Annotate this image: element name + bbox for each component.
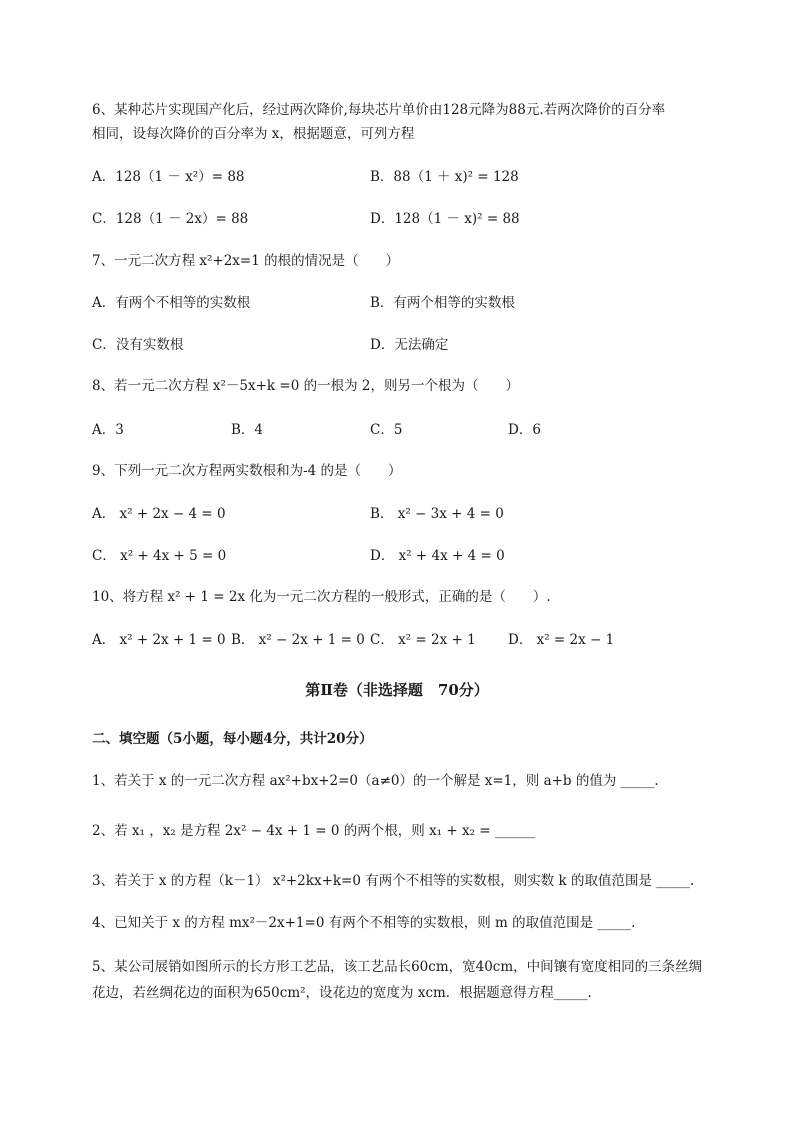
question-8-option-b: B．4	[231, 422, 264, 438]
question-10-stem: 10、将方程 x² + 1 = 2x 化为一元二次方程的一般形式，正确的是（ ）.	[92, 589, 551, 605]
question-10-option-d: D． x² = 2x − 1	[508, 632, 615, 648]
question-7-option-d: D．无法确定	[370, 337, 449, 353]
section-2-title: 第Ⅱ卷（非选择题 70分）	[305, 681, 489, 699]
question-6-option-d: D．128（1 － x)² = 88	[370, 211, 520, 227]
question-7-stem: 7、一元二次方程 x²+2x=1 的根的情况是（ ）	[92, 253, 400, 269]
question-6-option-a: A．128（1 － x²）= 88	[92, 169, 245, 185]
fill-question-2: 2、若 x₁ ，x₂ 是方程 2x² − 4x + 1 = 0 的两个根，则 x₁ + x₂ = ______	[92, 823, 536, 839]
question-8-option-c: C．5	[370, 422, 403, 438]
question-10-option-a: A． x² + 2x + 1 = 0	[92, 632, 226, 648]
question-9-option-a: A． x² + 2x − 4 = 0	[92, 506, 226, 522]
question-9-stem: 9、下列一元二次方程两实数根和为-4 的是（ ）	[92, 463, 402, 479]
fill-question-5-line-1: 5、某公司展销如图所示的长方形工艺品，该工艺品长60cm，宽40cm，中间镶有宽度相同的三条丝绸	[92, 959, 703, 975]
question-8-option-a: A．3	[92, 422, 124, 438]
question-9-option-b: B． x² − 3x + 4 = 0	[370, 506, 504, 522]
question-9-option-c: C． x² + 4x + 5 = 0	[92, 548, 227, 564]
question-8-option-d: D．6	[508, 422, 541, 438]
question-6-line-2: 相同，设每次降价的百分率为 x，根据题意，可列方程	[92, 126, 415, 142]
fill-question-5-line-2: 花边，若丝绸花边的面积为650cm²，设花边的宽度为 xcm．根据题意得方程_____.	[92, 985, 592, 1001]
question-10-option-c: C． x² = 2x + 1	[370, 632, 476, 648]
question-7-option-c: C．没有实数根	[92, 337, 184, 353]
fill-question-3: 3、若关于 x 的方程（k－1） x²+2kx+k=0 有两个不相等的实数根，则实数 k 的取值范围是 _____.	[92, 873, 695, 889]
fill-blank-heading: 二、填空题（5小题，每小题4分，共计20分）	[92, 731, 373, 747]
question-7-option-a: A．有两个不相等的实数根	[92, 295, 251, 311]
question-8-stem: 8、若一元二次方程 x²－5x+k =0 的一根为 2，则另一个根为（ ）	[92, 378, 519, 394]
question-7-option-b: B．有两个相等的实数根	[370, 295, 515, 311]
fill-question-1: 1、若关于 x 的一元二次方程 ax²+bx+2=0（a≠0）的一个解是 x=1，则 a+b 的值为 _____.	[92, 773, 659, 789]
question-6-option-b: B．88（1 ＋ x)² = 128	[370, 169, 519, 185]
question-10-option-b: B． x² − 2x + 1 = 0	[231, 632, 365, 648]
question-9-option-d: D． x² + 4x + 4 = 0	[370, 548, 505, 564]
question-6-line-1: 6、某种芯片实现国产化后，经过两次降价,每块芯片单价由128元降为88元.若两次降价的百分率	[92, 102, 666, 118]
question-6-option-c: C．128（1 － 2x）= 88	[92, 211, 249, 227]
fill-question-4: 4、已知关于 x 的方程 mx²－2x+1=0 有两个不相等的实数根，则 m 的取值范围是 _____.	[92, 915, 636, 931]
